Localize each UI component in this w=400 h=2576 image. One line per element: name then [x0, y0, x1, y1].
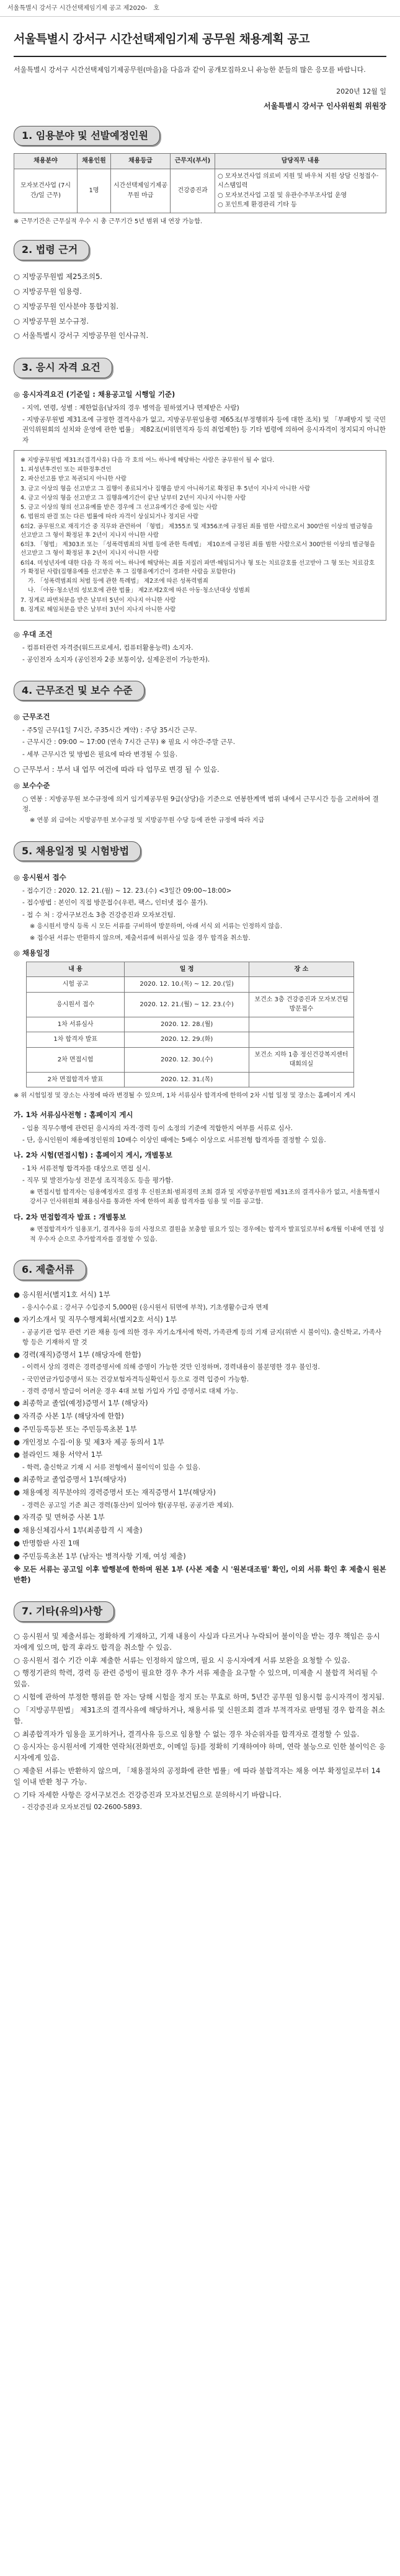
schedule-note: ※ 위 시험일정 및 장소는 사정에 따라 변경될 수 있으며, 1차 서류심사 합격자에 한하여 2차 시험 일정 및 장소는 홈페이지 게시 — [14, 1092, 356, 1100]
list-item: ○ 행정기관의 학력, 경력 등 관련 증빙이 필요한 경우 추가 서류 제출을 요구할 수 있으며, 미제출 시 불합격 처리될 수 있음. — [14, 1668, 378, 1689]
list-item: - 접수기간 : 2020. 12. 21.(월) ~ 12. 23.(수) <3일간 09:00~18:00> — [22, 887, 232, 895]
cell-grade: 시간선택제임기제공무원 마급 — [111, 169, 171, 213]
list-item: - 단, 응시인원이 채용예정인원의 10배수 이상인 때에는 5배수 이상으로 서류전형 합격자를 결정할 수 있음. — [22, 1136, 326, 1144]
table-cell: 보건소 3층 건강증진과 모자보건팀 방문접수 — [249, 992, 353, 1017]
box-line: 2. 파산선고를 받고 복권되지 아니한 사람 — [20, 476, 127, 483]
list-item: ● 최종학교 졸업증명서 1부(해당자) — [14, 1475, 127, 1484]
table-cell: 1차 서류심사 — [27, 1017, 125, 1032]
list-item: ● 최종학교 졸업(예정)증명서 1부 (해당자) — [14, 1399, 148, 1408]
list-item: ● 채용신체검사서 1부(최종합격 시 제출) — [14, 1526, 143, 1535]
exam-2-heading: 나. 2차 시험(면접시험) : 홈페이지 게시, 개별통보 — [14, 1151, 172, 1160]
section-1-heading: 1. 임용분야 및 선발예정인원 — [14, 126, 160, 146]
col-header-grade: 채용등급 — [111, 154, 171, 169]
list-item: ● 자기소개서 및 직무수행계획서(별지2호 서식) 1부 — [14, 1315, 177, 1324]
box-line: 4. 금고 이상의 형을 선고받고 그 집행유예기간이 끝난 날부터 2년이 지나지 아니한 사람 — [20, 494, 246, 502]
list-item: - 응시수수료 : 강서구 수입증지 5,000원 (응시원서 뒤면에 부착), 기초생활수급자 면제 — [22, 1303, 269, 1311]
box-line: ※ 지방공무원법 제31조(결격사유) 다음 각 호의 어느 하나에 해당하는 사람은 공무원이 될 수 없다. — [20, 456, 275, 464]
list-item: ● 개인정보 수집·이용 및 제3자 제공 동의서 1부 — [14, 1437, 164, 1446]
table-row — [27, 1032, 354, 1048]
list-item: - 임용 직무수행에 관련된 응시자의 자격·경력 등이 소정의 기준에 적합한지 여부를 서류로 심사. — [22, 1124, 293, 1132]
box-line: 나. 「아동·청소년의 성보호에 관한 법률」 제2조제2호에 따른 아동·청소년대상 성범죄 — [28, 587, 250, 595]
list-item: - 이력서 상의 경력은 경력증명서에 의해 증명이 가능한 것만 인정하며, 경력내용이 불분명한 경우 불인정. — [22, 1363, 320, 1371]
col-header-count: 채용인원 — [78, 154, 111, 169]
cell-count: 1명 — [78, 169, 111, 213]
col-header-content: 내 용 — [27, 962, 125, 977]
list-item: ○ 응시원서 및 제출서류는 정확하게 기재하고, 기재 내용이 사실과 다르거나 누락되어 불이익을 받는 경우 책임은 응시자에게 있으며, 합격 후라도 합격을 취소할 수 있음. — [14, 1632, 380, 1652]
list-item: ● 주민등록등본 또는 주민등록초본 1부 — [14, 1424, 137, 1433]
list-item: - 직무 및 발전가능성 전문성 조직적응도 등을 평가함. — [22, 1177, 174, 1185]
document-header-bar: 서울특별시 강서구 시간선택제임기제 공고 제2020- 호 — [0, 0, 400, 17]
list-item: - 국민연금가입증명서 또는 건강보험자격득실확인서 등으로 경력 입증이 가능함. — [22, 1375, 249, 1383]
table-cell — [249, 1017, 353, 1032]
table-row — [14, 169, 386, 213]
list-item: ○ 지방공무원 보수규정. — [14, 316, 89, 325]
table-cell — [249, 1072, 353, 1087]
list-item: ○ 제출된 서류는 반환하지 않으며, 「채용절차의 공정화에 관한 법률」에 따라 불합격자는 채용 여부 확정일로부터 14일 이내 반환 청구 가능. — [14, 1766, 381, 1786]
list-item: ● 자격증 사본 1부 (해당자에 한함) — [14, 1411, 124, 1420]
table-cell: 2020. 12. 28.(월) — [125, 1017, 249, 1032]
list-item: ○ 지방공무원 임용령. — [14, 287, 82, 296]
pay-line: ○ 연봉 : 지방공무원 보수규정에 의거 임기제공무원 9급(상당)을 기준으로 연봉한계액 범위 내에서 근무시간 등을 고려하여 결정. — [22, 795, 379, 813]
cell-field: 모자보건사업 (7시간/일 근무) — [14, 169, 78, 213]
list-item: - 지방공무원법 제31조에 규정한 결격사유가 없고, 지방공무원임용령 제65조(부정행위자 등에 대한 조치) 및 「부패방지 및 국민권익위원회의 설치와 운영에 관한 법률」 제82조(비위면직자 등의 취업제한) 등 기타 법령에 의하여 응시자격이 정지되지 아니한 자 — [22, 416, 386, 444]
cell-dept: 건강증진과 — [171, 169, 215, 213]
disqualification-box — [14, 450, 386, 621]
list-item: - 경력 증명서 발급이 어려운 경우 4대 보험 가입자 가입 증명서로 대체 가능. — [22, 1387, 239, 1395]
list-item: ※ 면접합격자가 임용포기, 결격사유 등의 사정으로 결원을 보충할 필요가 있는 경우에는 합격자 발표일로부터 6개월 이내에 면접 성적 우수자 순으로 추가합격자를 결정할 수 있음. — [30, 1226, 384, 1243]
list-item: - 세부 근무시간 및 방법은 필요에 따라 변경될 수 있음. — [22, 750, 178, 758]
cell-duties — [215, 169, 386, 213]
col-header-schedule: 일 정 — [125, 962, 249, 977]
list-item: ● 블라인드 채용 서약서 1부 — [14, 1450, 103, 1459]
list-item: - 접 수 처 : 강서구보건소 3층 건강증진과 모자보건팀. — [22, 911, 176, 919]
welfare-line: ○ 근무부서 : 부서 내 업무 여건에 따라 타 업무로 변경 될 수 있음. — [14, 764, 220, 774]
list-item: ※ 모든 서류는 공고일 이후 발행분에 한하며 원본 1부 (사본 제출 시 '원본대조필' 확인, 이외 서류 확인 후 제출시 원본 반환) — [14, 1564, 386, 1585]
box-line: 6의4. 미성년자에 대한 다음 각 목의 어느 하나에 해당하는 죄를 저질러 파면·해임되거나 형 또는 치료감호를 선고받아 그 형 또는 치료감호가 확정된 사람(집행유예를 선고받은 후 그 집행유예기간이 경과한 사람을 포함한다) — [20, 559, 375, 575]
table-row — [27, 1072, 354, 1087]
list-item: ● 자격증 및 면허증 사본 1부 — [14, 1513, 105, 1522]
table-cell: 1차 합격자 발표 — [27, 1032, 125, 1048]
duty-item: ○ 모자보건사업 고질 및 유관수주부조사업 운영 — [218, 192, 347, 199]
box-line: 7. 징계로 파면처분을 받은 날부터 5년이 지나지 아니한 사람 — [20, 596, 176, 604]
table-cell: 2020. 12. 10.(목) ~ 12. 20.(일) — [125, 977, 249, 993]
table-cell — [249, 1032, 353, 1048]
table-cell: 2020. 12. 31.(목) — [125, 1072, 249, 1087]
announcement-page — [0, 17, 400, 1827]
section-6-heading: 6. 제출서류 — [14, 1260, 86, 1280]
box-line: 1. 피성년후견인 또는 피한정후견인 — [20, 466, 112, 474]
intro-paragraph: 서울특별시 강서구 시간선택제임기제공무원(마을)을 다음과 같이 공개모집하오니 유능한 분들의 많은 응모를 바랍니다. — [14, 65, 366, 74]
list-item: ● 응시원서(별지1호 서식) 1부 — [14, 1290, 110, 1299]
list-item: - 접수방법 : 본인이 직접 방문접수(우편, 팩스, 인터넷 접수 불가). — [22, 899, 208, 907]
box-line: 5. 금고 이상의 형의 선고유예를 받은 경우에 그 선고유예기간 중에 있는 사람 — [20, 504, 218, 511]
duty-item: ○ 포인트제 환경관리 기타 등 — [218, 201, 297, 209]
exam-3-heading: 다. 2차 면접합격자 발표 : 개별통보 — [14, 1212, 127, 1221]
conditions-heading: ◎ 근무조건 — [14, 712, 50, 722]
list-item: ○ 시험에 관하여 부정한 행위를 한 자는 당해 시험을 정지 또는 무효로 하며, 5년간 공무원 임용시험 응시자격이 정지됨. — [14, 1693, 384, 1702]
notes-list — [14, 1631, 386, 1813]
list-item: ○ 지방공무원법 제25조의5. — [14, 272, 102, 281]
announcement-date: 2020년 12월 일 — [336, 87, 386, 95]
section-4-heading: 4. 근무조건 및 보수 수준 — [14, 681, 144, 701]
schedule-heading: ◎ 채용일정 — [14, 949, 50, 958]
table-cell — [249, 977, 353, 993]
application-heading: ◎ 응시원서 접수 — [14, 873, 66, 882]
table-row — [27, 992, 354, 1017]
application-note: ※ 접수된 서류는 반환하지 않으며, 제출서류에 허위사실 있을 경우 합격을 취소함. — [30, 934, 251, 942]
law-list — [14, 272, 386, 342]
list-item: - 경력은 공고일 기준 최근 경력(통산)이 있어야 함(공무원, 공공기관 제외). — [22, 1502, 234, 1510]
schedule-table — [26, 962, 354, 1088]
table-cell: 2020. 12. 21.(월) ~ 12. 23.(수) — [125, 992, 249, 1017]
list-item: ○ 서울특별시 강서구 지방공무원 인사규칙. — [14, 331, 149, 340]
col-header-place: 장 소 — [249, 962, 353, 977]
table-cell: 응시원서 접수 — [27, 992, 125, 1017]
table-row — [27, 1047, 354, 1072]
list-item: ○ 「지방공무원법」 제31조의 결격사유에 해당하거나, 채용서류 및 신원조회 결과 부적격자로 판명될 경우 합격을 취소함. — [14, 1705, 385, 1725]
list-item: - 공공기관 업무 관련 기관 채용 등에 의한 경우 자기소개서에 학력, 가족관계 등의 기재 금지(위반 시 불이익). 출신학교, 가족사항 등은 기재하지 말 것 — [22, 1329, 382, 1347]
list-item: ○ 응시원서 접수 기간 이후 제출한 서류는 인정하지 않으며, 필요 시 응시자에게 서류 보완을 요청할 수 있음. — [14, 1655, 350, 1665]
document-title: 서울특별시 강서구 시간선택제임기제 공무원 채용계획 공고 — [14, 24, 386, 57]
list-item: ● 주민등록초본 1부 (남자는 병적사항 기재, 여성 제출) — [14, 1551, 186, 1560]
box-line: 8. 징계로 해임처분을 받은 날부터 3년이 지나지 아니한 사람 — [20, 606, 176, 613]
section-3-heading: 3. 응시 자격 요건 — [14, 358, 112, 378]
list-item: - 1차 서류전형 합격자를 대상으로 면접 실시. — [22, 1164, 151, 1172]
list-item: ● 경력(재직)증명서 1부 (해당자에 한함) — [14, 1350, 141, 1359]
pay-note: ※ 연봉 외 급여는 지방공무원 보수규정 및 지방공무원 수당 등에 관한 규정에 따라 지급 — [30, 817, 265, 825]
table-row — [27, 1017, 354, 1032]
issuer-name: 서울특별시 강서구 인사위원회 위원장 — [263, 102, 386, 111]
col-header-duties: 담당직무 내용 — [215, 154, 386, 169]
table-cell: 2차 면접합격자 발표 — [27, 1072, 125, 1087]
recruitment-table — [14, 153, 386, 213]
list-item: - 컴퓨터관련 자격증(워드프로세서, 컴퓨터활용능력) 소지자. — [22, 644, 193, 652]
list-item: ○ 지방공무원 인사분야 통합지침. — [14, 301, 119, 311]
table-row — [27, 977, 354, 993]
section-1-note: ※ 근무기간은 근무실적 우수 시 총 근무기간 5년 범위 내 연장 가능함. — [14, 218, 203, 225]
table-cell: 2020. 12. 29.(화) — [125, 1032, 249, 1048]
list-item: ○ 최종합격자가 임용을 포기하거나, 결격사유 등으로 임용할 수 없는 경우 차순위자를 합격자로 결정할 수 있음. — [14, 1729, 360, 1738]
list-item: ※ 면접시험 합격자는 임용예정자로 결정 후 신원조회·범죄경력 조회 결과 및 지방공무원법 제31조의 결격사유가 없고, 서울특별시 강서구 인사위원회 채용심사를 통과한 자에 한하여 최종 합격자를 임용 및 이를 공고함. — [30, 1188, 380, 1206]
qualification-heading: ◎ 응시자격요건 (기준일 : 채용공고일 시행일 기준) — [14, 390, 176, 399]
box-line: 6의3. 「형법」 제303조 또는 「성폭력범죄의 처벌 등에 관한 특례법」 제10조에 규정된 죄를 범한 사람으로서 300만원 이상의 벌금형을 선고받고 그 형이 확정된 후 2년이 지나지 아니한 사람 — [20, 541, 375, 557]
list-item: - 학력, 출신학교 기재 시 서류 전형에서 불이익이 있을 수 있음. — [22, 1464, 201, 1472]
list-item: - 주5일 근무(1일 7시간, 주35시간 계약) : 주당 35시간 근무. — [22, 727, 197, 735]
col-header-dept: 근무지(부서) — [171, 154, 215, 169]
table-cell: 보건소 지하 1층 정신건강복지센터 대회의실 — [249, 1047, 353, 1072]
table-cell: 2차 면접시험 — [27, 1047, 125, 1072]
box-line: 가. 「성폭력범죄의 처벌 등에 관한 특례법」 제2조에 따른 성폭력범죄 — [28, 578, 208, 585]
section-2-heading: 2. 법령 근거 — [14, 240, 89, 260]
table-cell: 시험 공고 — [27, 977, 125, 993]
preference-heading: ◎ 우대 조건 — [14, 630, 53, 639]
list-item: ○ 기타 자세한 사항은 강서구보건소 건강증진과 모자보건팀으로 문의하시기 바랍니다. — [14, 1790, 282, 1799]
pay-heading: ◎ 보수수준 — [14, 781, 50, 790]
duty-item: ○ 모자보건사업 의료비 지원 및 바우처 지원 상담 신청접수·시스템입력 — [218, 172, 379, 190]
col-header-field: 채용분야 — [14, 154, 78, 169]
list-item: - 공인전자 소지자 (공인전자 2종 보통이상, 실제운전이 가능한자). — [22, 656, 210, 664]
box-line: 6. 법원의 판결 또는 다른 법률에 따라 자격이 상실되거나 정지된 사람 — [20, 513, 199, 521]
list-item: - 근무시간 : 09:00 ~ 17:00 (연속 7시간 근무) ※ 필요 시 야간·주말 근무. — [22, 738, 236, 746]
documents-list — [14, 1290, 386, 1586]
application-note: ※ 응시원서 방식 등록 시 모든 서류를 구비하여 방문하며, 아래 서식 외 서류는 인정하지 않음. — [30, 923, 282, 931]
list-item: ● 채용예정 직무분야의 경력증명서 또는 재직증명서 1부(해당자) — [14, 1488, 216, 1497]
list-item: ○ 응시자는 응시원서에 기재한 연락처(전화번호, 이메일 등)를 정확히 기재하여야 하며, 연락 불능으로 인한 불이익은 응시자에게 있음. — [14, 1742, 386, 1763]
box-line: 3. 금고 이상의 형을 선고받고 그 집행이 종료되거나 집행을 받지 아니하기로 확정된 후 5년이 지나지 아니한 사람 — [20, 485, 311, 492]
section-7-heading: 7. 기타(유의)사항 — [14, 1601, 114, 1622]
table-cell: 2020. 12. 30.(수) — [125, 1047, 249, 1072]
list-item: - 지역, 연령, 성별 : 제한없음(남자의 경우 병역을 필하였거나 면제받은 사람) — [22, 404, 239, 412]
exam-1-heading: 가. 1차 서류심사전형 : 홈페이지 게시 — [14, 1110, 133, 1119]
section-5-heading: 5. 채용일정 및 시험방법 — [14, 841, 141, 862]
box-line: 6의2. 공무원으로 재직기간 중 직무와 관련하여 「형법」 제355조 및 제356조에 규정된 죄를 범한 사람으로서 300만원 이상의 벌금형을 선고받고 그 형이 확정된 후 2년이 지나지 아니한 사람 — [20, 523, 373, 539]
list-item: ● 반명함판 사진 1매 — [14, 1539, 80, 1547]
contact-line: - 건강증진과 모자보건팀 02-2600-5893. — [22, 1804, 142, 1812]
